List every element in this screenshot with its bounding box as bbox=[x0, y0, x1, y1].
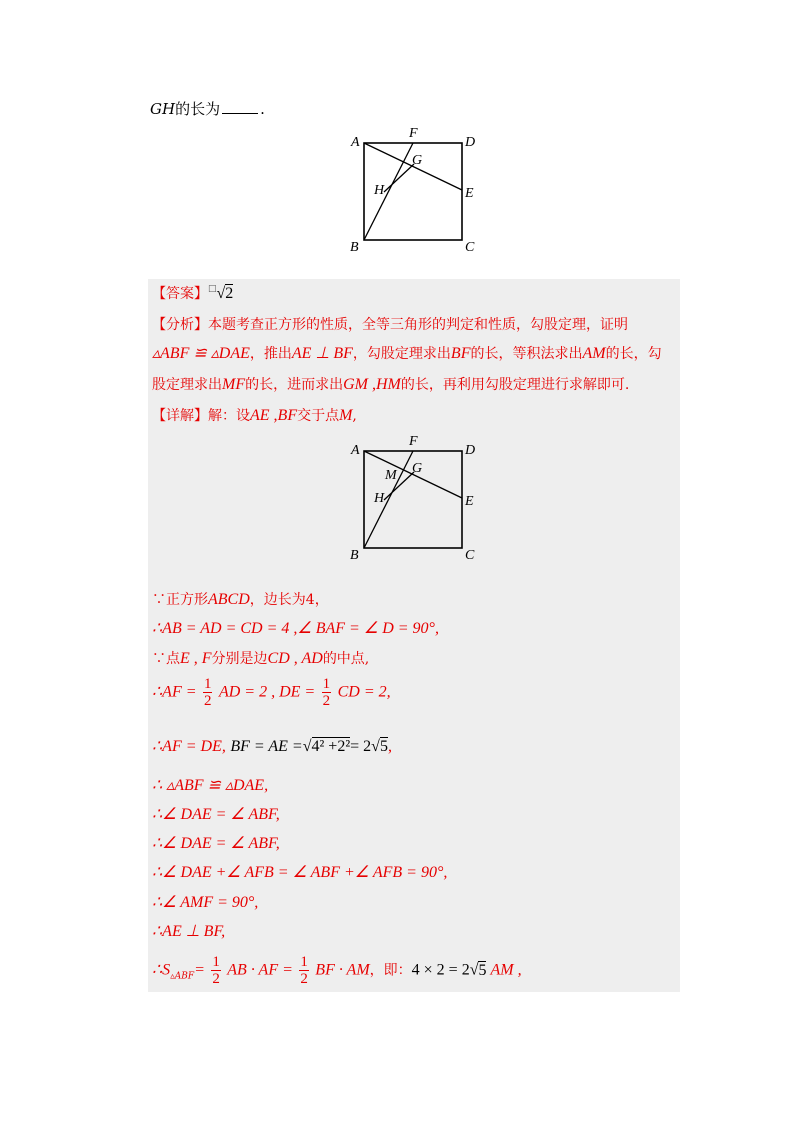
step-1 bbox=[152, 589, 329, 609]
analysis-bf: BF bbox=[450, 345, 471, 362]
question-text: 的长为 bbox=[175, 100, 221, 118]
analysis-text-1: 本题考查正方形的性质，全等三角形的判定和性质，勾股定理，证明 bbox=[208, 317, 628, 333]
step-12f: 4 × 2 = 2 bbox=[411, 961, 470, 979]
detail-intro bbox=[152, 405, 357, 425]
label-g-2: G bbox=[412, 461, 423, 476]
answer-radicand: 2 bbox=[225, 285, 234, 302]
analysis-perp: AE ⊥ BF bbox=[291, 345, 353, 362]
fraction-half-3 bbox=[211, 954, 221, 987]
analysis-line-3 bbox=[152, 374, 629, 394]
step-10 bbox=[152, 892, 258, 912]
step-1b: ABCD bbox=[208, 591, 250, 608]
detail-intro-c: 交于点 bbox=[297, 408, 340, 424]
label-f: F bbox=[409, 126, 418, 141]
step-11-text: ∴AE ⊥ BF, bbox=[152, 923, 226, 940]
label-h-2: H bbox=[374, 491, 385, 506]
analysis-text-2d: ，勾股定理求出 bbox=[352, 346, 451, 362]
analysis-line-1 bbox=[152, 314, 628, 334]
step-2-text: ∴AB = AD = CD = 4 ,∠ BAF = ∠ D = 90°, bbox=[152, 620, 439, 637]
segment-hg bbox=[384, 164, 414, 192]
analysis-congruence: ▵ABF ≌ ▵DAE bbox=[152, 345, 250, 362]
label-a: A bbox=[351, 135, 360, 150]
step-9 bbox=[152, 862, 447, 882]
label-c: C bbox=[465, 240, 475, 255]
question-end: . bbox=[260, 100, 265, 118]
step-12a: ∴S bbox=[152, 961, 171, 979]
step-5e: 5 bbox=[379, 738, 388, 755]
label-e-2: E bbox=[465, 494, 474, 509]
step-12e: ，即： bbox=[369, 962, 412, 979]
step-7 bbox=[152, 804, 280, 824]
step-12: $\therefore S_{▵ABF}=$ $\frac{1}{2}$ AB · AF = $\frac{1}{2}$ BF · AM，即：4 × 2 = 2√5 AM , bbox=[152, 954, 522, 987]
step-4c: CD = 2, bbox=[337, 683, 391, 701]
analysis-am: AM bbox=[582, 345, 606, 362]
frac-den: 2 bbox=[322, 693, 331, 709]
analysis-text-2f: 的长，等积法求出 bbox=[470, 346, 583, 362]
analysis-gm-hm: GM ,HM bbox=[343, 376, 401, 393]
analysis-line-2 bbox=[152, 343, 662, 363]
step-4a: ∴AF = bbox=[152, 683, 197, 701]
fraction-half-1 bbox=[203, 676, 213, 709]
analysis-mf: MF bbox=[222, 376, 246, 393]
step-6-text: ∴ ▵ABF ≌ ▵DAE, bbox=[152, 777, 269, 794]
step-4 bbox=[152, 676, 391, 709]
step-3 bbox=[152, 648, 369, 668]
analysis-text-3e: 的长，再利用勾股定理进行求解即可. bbox=[400, 377, 630, 393]
step-12b: = bbox=[194, 961, 205, 979]
step-5d: = 2 bbox=[350, 738, 372, 755]
step-12d: BF · AM bbox=[315, 961, 370, 979]
detail-intro-a: 解：设 bbox=[208, 408, 250, 424]
label-f-2: F bbox=[409, 434, 418, 449]
label-h: H bbox=[374, 183, 385, 198]
step-8 bbox=[152, 833, 280, 853]
step-11 bbox=[152, 921, 225, 941]
frac-num: 1 bbox=[300, 954, 308, 970]
step-1c: ，边长为4， bbox=[249, 592, 329, 608]
step-3d: CD , AD bbox=[267, 650, 323, 667]
answer-radical-index: □ bbox=[208, 284, 217, 294]
step-7-text: ∴∠ DAE = ∠ ABF, bbox=[152, 806, 280, 823]
detail-intro-d: M bbox=[339, 407, 353, 424]
detail-tag: 【详解】 bbox=[152, 408, 208, 424]
step-4b: AD = 2 , DE = bbox=[218, 683, 316, 701]
analysis-text-3a: 股定理求出 bbox=[152, 377, 222, 393]
label-g: G bbox=[412, 153, 423, 168]
step-9-text: ∴∠ DAE +∠ AFB = ∠ ABF +∠ AFB = 90°, bbox=[152, 864, 448, 881]
step-6 bbox=[152, 775, 268, 795]
step-5: ∴AF = DE, BF = AE =√4² +2²= 2√5, bbox=[152, 738, 392, 755]
label-m-2: M bbox=[385, 468, 397, 483]
analysis-text-3c: 的长，进而求出 bbox=[245, 377, 344, 393]
label-a-2: A bbox=[351, 443, 360, 458]
label-e: E bbox=[465, 186, 474, 201]
label-c-2: C bbox=[465, 548, 475, 563]
frac-den: 2 bbox=[203, 693, 212, 709]
step-3b: E , F bbox=[180, 650, 212, 667]
frac-num: 1 bbox=[203, 676, 212, 692]
step-10-text: ∴∠ AMF = 90°, bbox=[152, 894, 259, 911]
step-5a: ∴AF = DE, bbox=[152, 738, 226, 755]
fraction-half-2 bbox=[322, 676, 332, 709]
step-12-sub: ▵ABF bbox=[170, 971, 195, 982]
step-3c: 分别是边 bbox=[211, 651, 268, 667]
label-b-2: B bbox=[350, 548, 359, 563]
label-d-2: D bbox=[465, 443, 476, 458]
frac-num: 1 bbox=[322, 676, 331, 692]
figure-1 bbox=[340, 120, 490, 255]
answer-tag: 【答案】 bbox=[152, 286, 208, 302]
label-b: B bbox=[350, 240, 359, 255]
step-12h: AM , bbox=[490, 961, 522, 979]
analysis-text-2b: ，推出 bbox=[249, 346, 292, 362]
segment-bf-2 bbox=[364, 451, 413, 548]
step-1a: ∵正方形 bbox=[152, 592, 208, 608]
step-3a: ∵点 bbox=[152, 651, 180, 667]
detail-intro-b: AE ,BF bbox=[250, 407, 298, 424]
question-var: GH bbox=[150, 100, 176, 118]
frac-num: 1 bbox=[212, 954, 220, 970]
analysis-text-2h: 的长，勾 bbox=[605, 346, 662, 362]
answer-blank bbox=[222, 101, 258, 114]
step-12c: AB · AF = bbox=[227, 961, 293, 979]
step-12g: 5 bbox=[478, 961, 487, 979]
label-d: D bbox=[465, 135, 476, 150]
figure-2 bbox=[340, 428, 490, 563]
step-5c: 4² +2² bbox=[311, 738, 351, 755]
step-2 bbox=[152, 618, 439, 638]
frac-den: 2 bbox=[212, 971, 220, 987]
step-3e: 的中点, bbox=[322, 651, 370, 667]
fraction-half-4 bbox=[299, 954, 309, 987]
step-8-text: ∴∠ DAE = ∠ ABF, bbox=[152, 835, 280, 852]
detail-intro-e: , bbox=[352, 408, 357, 424]
segment-bf bbox=[364, 143, 413, 240]
answer-line: 【答案】□√2 bbox=[152, 284, 234, 302]
step-5b: BF = AE = bbox=[230, 738, 303, 755]
question-line bbox=[150, 98, 265, 119]
frac-den: 2 bbox=[300, 971, 308, 987]
analysis-tag: 【分析】 bbox=[152, 317, 208, 333]
